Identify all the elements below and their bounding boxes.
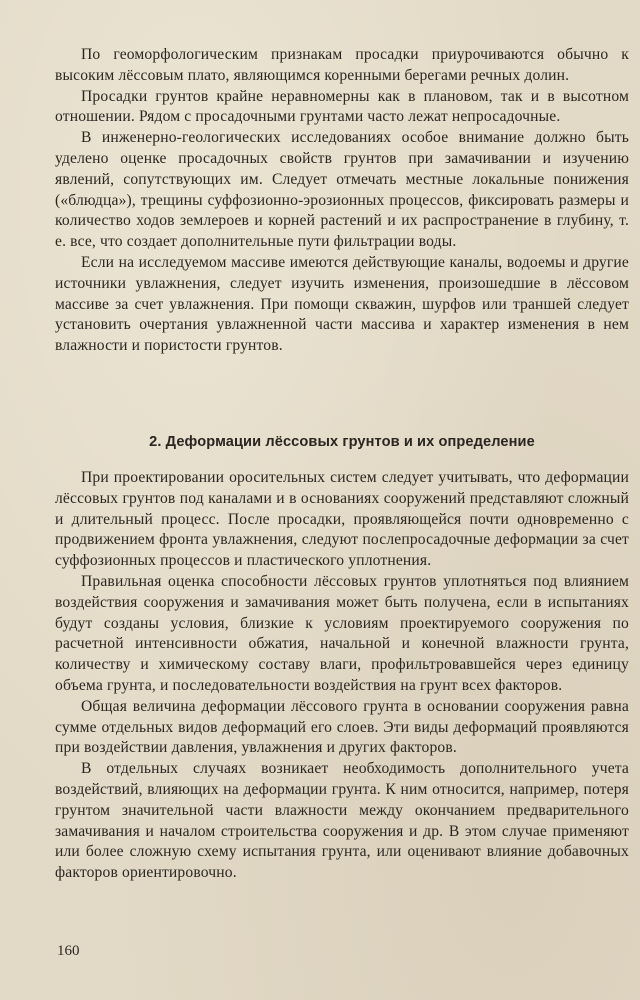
text-block-top: [55, 45, 629, 357]
text-block-bottom: [55, 468, 629, 884]
paragraph: При проектировании оросительных систем следует учитывать, что деформации лёссовых грунтов под каналами и в основаниях сооружений представляют сложный и длительный процесс. После просадки, проявляющейся почти одновременно с продвижением фронта увлажнения, следуют послепросадочные деформации за счет суффозионных процессов и пластического уплотнения.: [55, 469, 629, 570]
paragraph: Если на исследуемом массиве имеются действующие каналы, водоемы и другие источники увлажнения, следует изучить изменения, произошедшие в лёссовом массиве за счет увлажнения. При помощи скважин, шурфов или траншей следует установить очертания увлажненной части массива и характер изменения в нем влажности и пористости грунтов.: [55, 253, 629, 355]
page-number: 160: [57, 943, 80, 959]
section-heading: 2. Деформации лёссовых грунтов и их определение: [149, 434, 535, 450]
paragraph: По геоморфологическим признакам просадки приурочиваются обычно к высоким лёссовым плато, являющимся коренными берегами речных долин.: [55, 46, 629, 84]
paragraph: Правильная оценка способности лёссовых грунтов уплотняться под влиянием воздействия сооружения и замачивания может быть получена, если в испытаниях будут созданы условия, близкие к условиям проектируемого сооружения по расчетной интенсивности обжатия, начальной и конечной влажности грунта, количеству и химическому составу влаги, профильтровавшейся через единицу объема грунта, и последовательности воздействия на грунт всех факторов.: [55, 572, 629, 694]
paragraph: В отдельных случаях возникает необходимость дополнительного учета воздействий, влияющих на деформации грунта. К ним относится, например, потеря грунтом значительной части влажности между окончанием предварительного замачивания и началом строительства сооружения и др. В этом случае применяют или более сложную схему испытания грунта, или оценивают влияние добавочных факторов ориентировочно.: [55, 760, 629, 882]
paragraph: В инженерно-геологических исследованиях особое внимание должно быть уделено оценке просадочных свойств грунтов при замачивании и изучению явлений, сопутствующих им. Следует отмечать местные локальные понижения («блюдца»), трещины суффозионно-эрозионных процессов, фиксировать размеры и количество ходов землероев и корней растений и их распространение в глубину, т. е. все, что создает дополнительные пути фильтрации воды.: [55, 129, 629, 251]
paragraph: Просадки грунтов крайне неравномерны как в плановом, так и в высотном отношении. Рядом с просадочными грунтами часто лежат непросадочные.: [55, 87, 629, 126]
paragraph: Общая величина деформации лёссового грунта в основании сооружения равна сумме отдельных видов деформаций его слоев. Эти виды деформаций проявляются при воздействии давления, увлажнения и других факторов.: [55, 697, 629, 757]
